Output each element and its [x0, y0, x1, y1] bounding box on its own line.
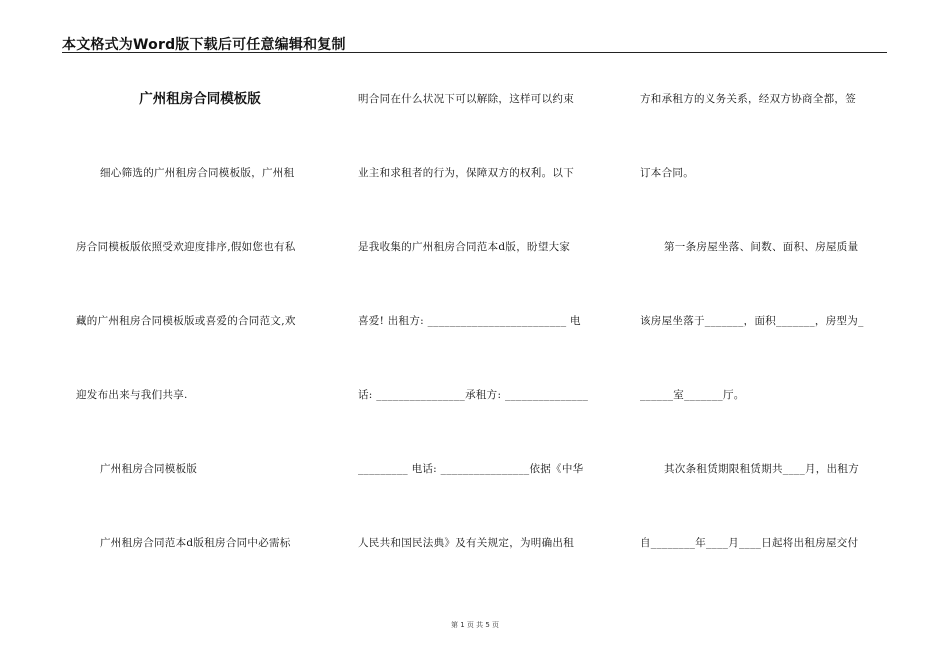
text-column-1	[76, 84, 324, 602]
paragraph-line: ______室_______厅。	[640, 389, 745, 401]
paragraph-line: 藏的广州租房合同模板版或喜爱的合同范文,欢	[76, 315, 296, 327]
section-heading: 广州租房合同模板版	[100, 463, 198, 475]
paragraph-line: 人民共和国民法典》及有关规定，为明确出租	[358, 537, 574, 549]
text-column-2	[358, 84, 606, 602]
paragraph-line: 是我收集的广州租房合同范本d版，盼望大家	[358, 241, 571, 253]
header-banner: 本文格式为Word版下载后可任意编辑和复制	[62, 37, 346, 53]
paragraph-line: 细心筛选的广州租房合同模板版，广州租	[100, 167, 295, 179]
paragraph-line: 方和承租方的义务关系，经双方协商全都，签	[640, 93, 856, 105]
header-divider	[62, 52, 887, 53]
paragraph-line: 业主和求租者的行为，保障双方的权利。以下	[358, 167, 574, 179]
paragraph-line: 房合同模板版依照受欢迎度排序,假如您也有私	[76, 241, 296, 253]
clause-heading: 第一条房屋坐落、间数、面积、房屋质量	[664, 241, 859, 253]
clause-heading: 其次条租赁期限租赁期共____月，出租方	[664, 463, 859, 475]
paragraph-line: 订本合同。	[640, 167, 694, 179]
paragraph-line: 话: ________________承租方: _______________	[358, 389, 589, 401]
page-indicator: 第 1 页 共 5 页	[450, 621, 500, 629]
paragraph-line: 明合同在什么状况下可以解除，这样可以约束	[358, 93, 574, 105]
paragraph-line: 迎发布出来与我们共享.	[76, 389, 188, 401]
paragraph-line: _________ 电话: ________________依据《中华	[358, 463, 584, 475]
paragraph-line: 喜爱! 出租方: _________________________ 电	[358, 315, 581, 327]
paragraph-line: 该房屋坐落于_______，面积_______，房型为_	[640, 315, 864, 327]
text-column-3	[640, 84, 888, 602]
paragraph-line: 广州租房合同范本d版租房合同中必需标	[100, 537, 291, 549]
document-title: 广州租房合同模板版	[139, 91, 261, 107]
paragraph-line: 自________年____月____日起将出租房屋交付	[640, 537, 859, 549]
